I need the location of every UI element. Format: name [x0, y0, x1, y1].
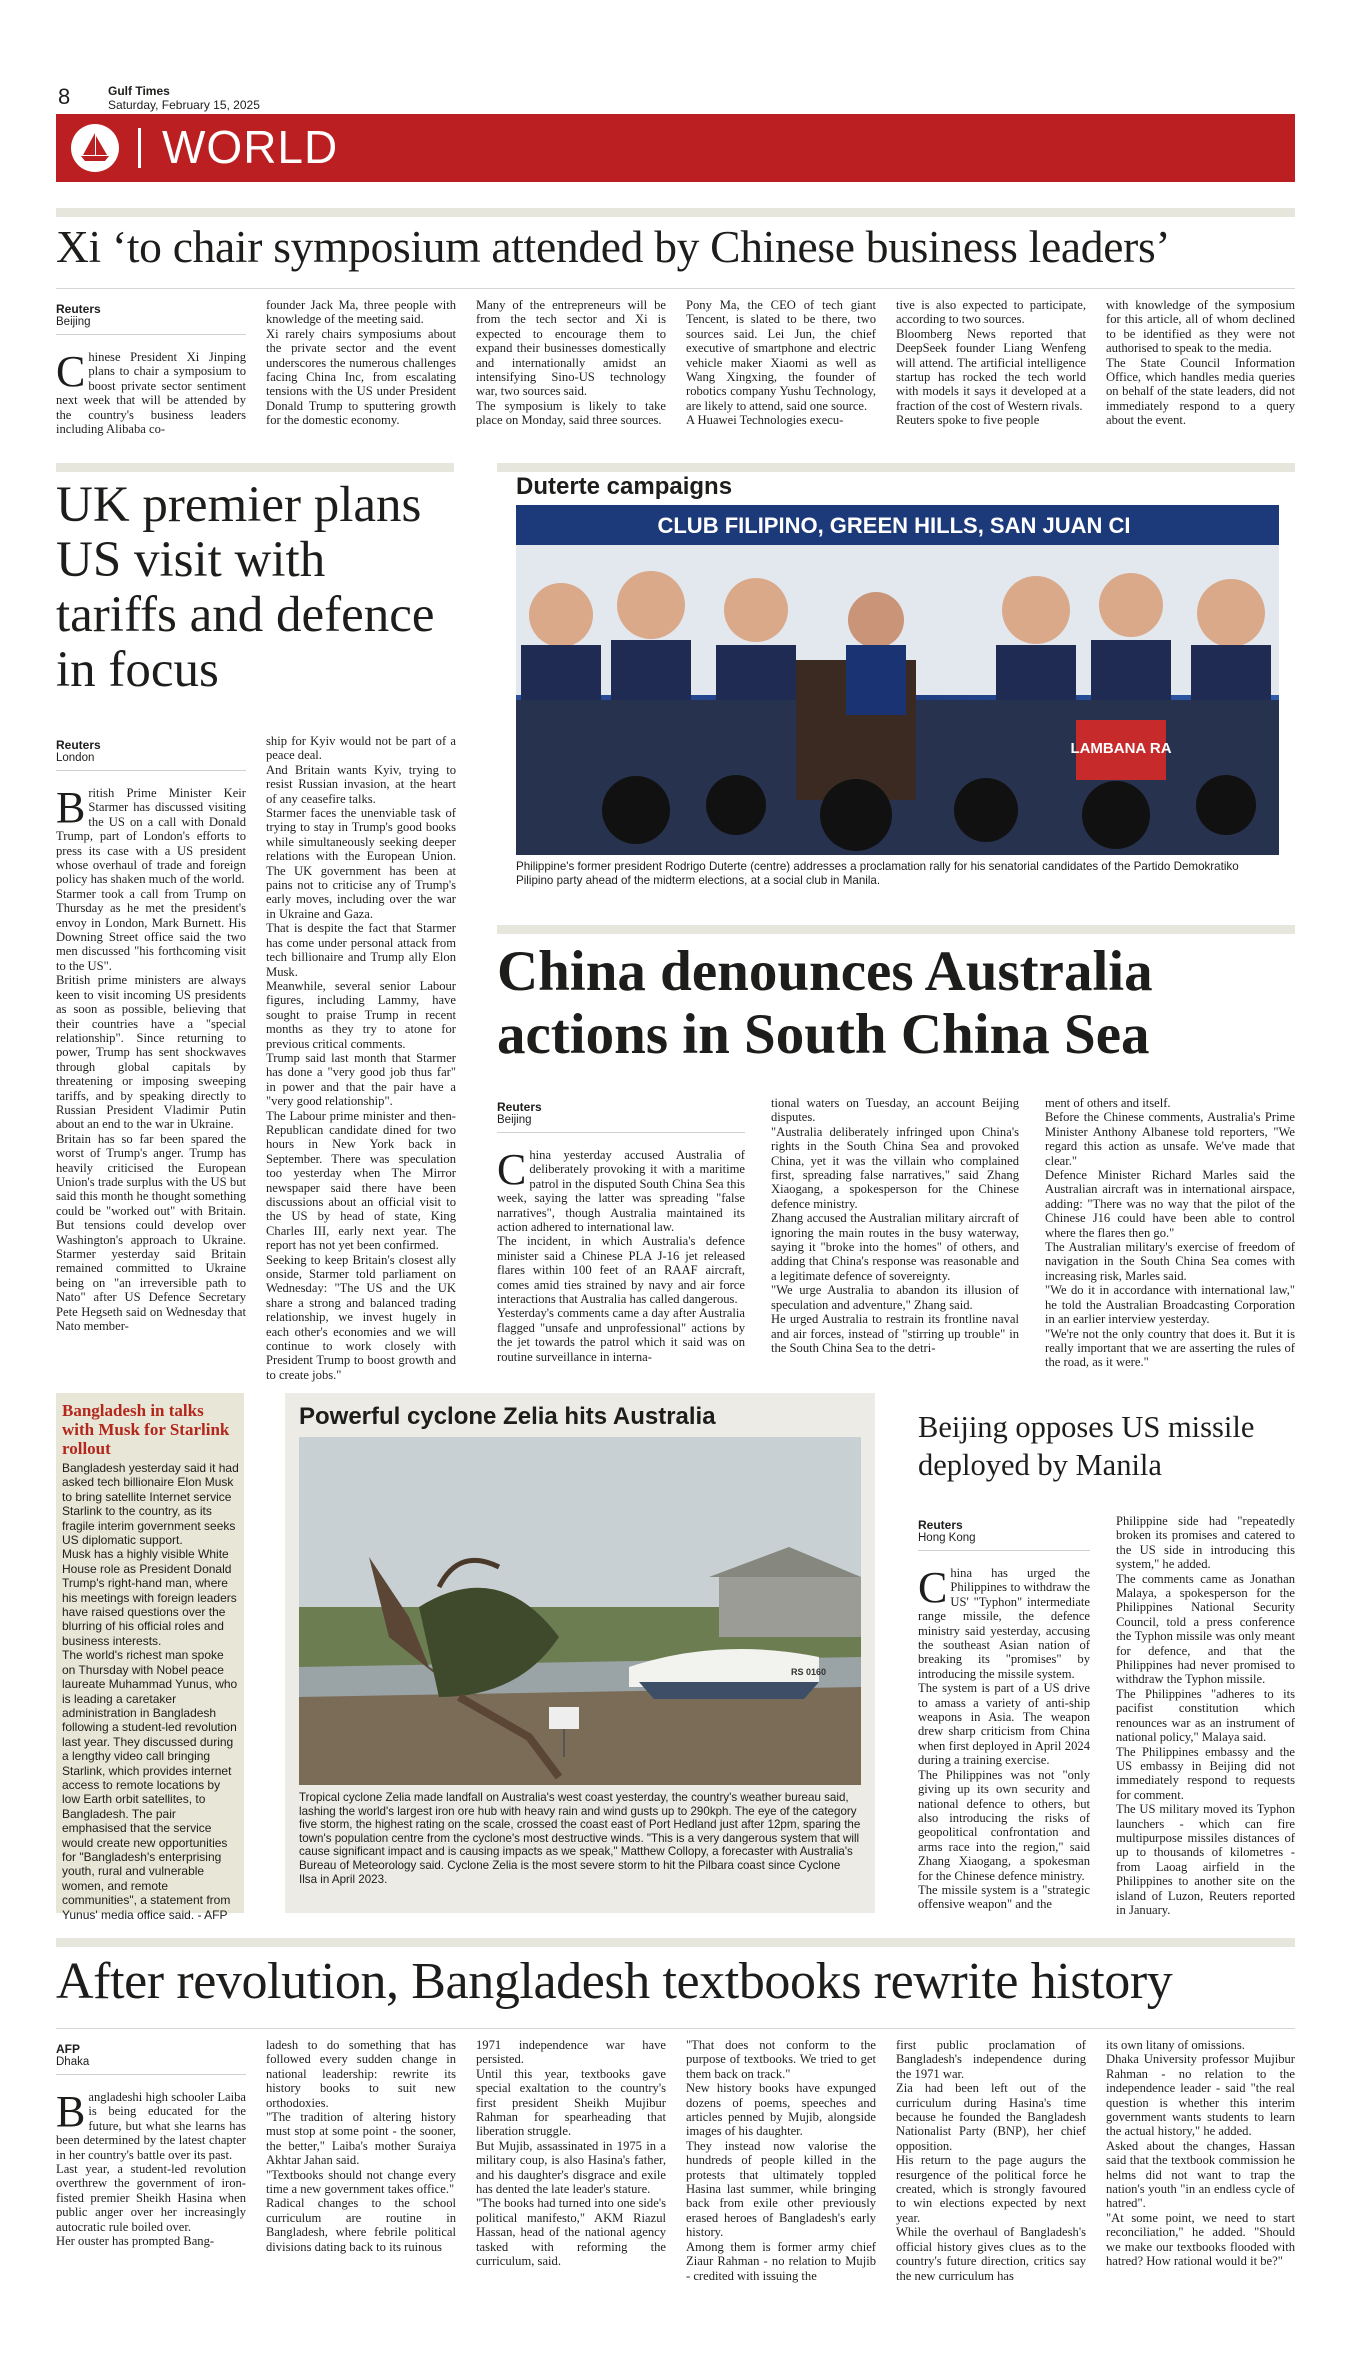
- duterte-banner-text: CLUB FILIPINO, GREEN HILLS, SAN JUAN CI: [657, 513, 1131, 538]
- xi-headline[interactable]: Xi ‘to chair symposium attended by Chinese business leaders’: [56, 221, 1171, 272]
- uk-byline-rule: [56, 770, 246, 771]
- cyclone-title: Powerful cyclone Zelia hits Australia: [299, 1403, 716, 1430]
- bd-dropcap: B: [56, 2087, 86, 2136]
- china-agency: Reuters: [497, 1100, 542, 1114]
- missile-col-1: China has urged the Philippines to withdraw the US' "Typhon" intermediate range missile, the defence ministry said yesterday, accusing the southeast Asian nation of breaking its "promises" by introducing the missile system. The system is part of a US drive to amass a variety of anti-ship weapons in Asia. The weapon drew sharp criticism from China when first deployed in April 2024 during a training exercise. The Philippines was not "only giving up its own security and national defence to others, but also introducing the risks of geopolitical confrontation and arms race into the region," said Zhang Xiaogang, a spokesman for the Chinese defence ministry. The missile system is a "strategic offensive weapon" and the: [918, 1563, 1090, 1912]
- uk-dropcap: B: [56, 783, 86, 832]
- missile-byline-rule: [918, 1550, 1090, 1551]
- china-topbar: [497, 925, 1295, 934]
- section-banner: [56, 114, 1295, 182]
- uk-topbar: [56, 463, 454, 472]
- bd-col-3: 1971 independence war have persisted. Until this year, textbooks gave special exaltation to the country's first president Sheikh Mujibur Rahman for spearheading that liberation struggle. But Mujib, assassinated in 1975 in a military coup, is also Hasina's father, and his daughter's disgrace and exile has dented the late leader's stature. "The books had turned into one side's political manifesto," AKM Riazul Hassan, head of the national agency tasked with reforming the curriculum, said.: [476, 2038, 666, 2269]
- xi-topbar: [56, 208, 1295, 217]
- bd-col-4: "That does not conform to the purpose of textbooks. We tried to get them back on track." New history books have expunged dozens of poems, speeches and articles penned by Mujib, alongside images of his daughter. They instead now valorise the hundreds of people killed in the protests that ultimately toppled Hasina last summer, while bringing back from exile other previously erased heroes of Bangladesh's early history. Among them is former army chief Ziaur Rahman - no relation to Mujib - credited with issuing the: [686, 2038, 876, 2283]
- missile-agency: Reuters: [918, 1518, 963, 1532]
- uk-col-2: ship for Kyiv would not be part of a peace deal. And Britain wants Kyiv, trying to resist Russian invasion, at the heart of any ceasefire talks. Starmer faces the unenviable task of trying to stay in Trump's good books while simultaneously seeking deeper relations with the European Union. The UK government has been at pains not to criticise any of Trump's early moves, including over the war in Ukraine and Gaza. That is despite the fact that Starmer has come under personal attack from tech billionaire and Trump ally Elon Musk. Meanwhile, several senior Labour figures, including Lammy, have sought to praise Trump in recent months as they try to atone for previous critical comments. Trump said last month that Starmer has done a "very good job thus far" in power and that the pair have a "very good relationship". The Labour prime minister and then-Republican candidate dined for two hours in New York back in September. There was speculation too yesterday when The Mirror newspaper said there have been discussions about an official visit to the US by head of state, King Charles III, early next year. The report has not yet been confirmed. Seeking to keep Britain's closest ally onside, Starmer told parliament on Wednesday: "The US and the UK share a strong and balanced trading relationship, we invest hugely in each other's economies and we will continue to work closely with President Trump to boost growth and to create jobs.": [266, 734, 456, 1382]
- musk-headline[interactable]: Bangladesh in talks with Musk for Starlink rollout: [62, 1401, 230, 1458]
- cyclone-caption: Tropical cyclone Zelia made landfall on Australia's west coast yesterday, the country's weather bureau said, lashing the world's largest iron ore hub with heavy rain and wind gusts up to 290kph. The eye of the category five storm, the highest rating on the scale, crossed the coast east of Port Hedland just after 12pm, sparing the town's population centre from the cyclone's most destructive winds. "This is a very dangerous system that will cause significant impact and is causing impacts as we speak," Matthew Collopy, a forecaster with Australia's Bureau of Meteorology said. Cyclone Zelia is the most severe storm to hit the Pilbara coast since Cyclone Ilsa in April 2023.: [299, 1791, 861, 1886]
- xi-agency: Reuters: [56, 302, 101, 316]
- duterte-topbar: [497, 463, 1295, 472]
- xi-col-1: Chinese President Xi Jinping plans to chair a symposium to boost private sector sentiment next week that will be attended by the country's business leaders including Alibaba co-: [56, 347, 246, 437]
- xi-col-2: founder Jack Ma, three people with knowledge of the meeting said. Xi rarely chairs symposiums about the private sector and the event underscores the numerous challenges facing China Inc, from escalating tensions with the US under President Donald Trump to sputtering growth for the domestic economy.: [266, 298, 456, 428]
- duterte-title: Duterte campaigns: [516, 473, 733, 500]
- missile-dropcap: C: [918, 1563, 948, 1612]
- xi-col-4: Pony Ma, the CEO of tech giant Tencent, is slated to be there, two sources said. Lei Jun, the chief executive of smartphone and electric vehicle maker Xiaomi as well as Wang Xingxing, the founder of robotics company Yushu Technology, are likely to attend, said one source. A Huawei Technologies execu-: [686, 298, 876, 428]
- uk-col-1: British Prime Minister Keir Starmer has discussed visiting the US on a call with Donald Trump, part of London's efforts to press its case with a US president whose overhaul of trade and foreign policy has shaken much of the world. Starmer took a call from Trump on Thursday as he met the president's envoy in London, Mark Burnett. His Downing Street office said the two men discussed "his forthcoming visit to the US". British prime ministers are always keen to visit incoming US presidents as soon as possible, believing that their countries have a "special relationship". Since returning to power, Trump has sent shockwaves through global capitals by threatening or imposing sweeping tariffs, and by speaking directly to Russian President Vladimir Putin about an end to the war in Ukraine. Britain has so far been spared the worst of Trump's anger. Trump has heavily criticised the European Union's trade surplus with the US but said this month he thought something could be "worked out" with Britain. But tensions could develop over Washington's approach to Ukraine. Starmer yesterday said Britain remained committed to Ukraine being on "an irreversible path to Nato" after US Defence Secretary Pete Hegseth said on Wednesday that Nato member-: [56, 783, 246, 1334]
- bd-rule: [56, 2028, 1295, 2029]
- xi-col-3: Many of the entrepreneurs will be from the tech sector and Xi is expected to encourage them to expand their businesses domestically and internationally amidst an intensifying Sino-US technology war, two sources said. The symposium is likely to take place on Monday, said three sources.: [476, 298, 666, 428]
- banner-divider: [138, 128, 141, 168]
- missile-col-2: Philippine side had "repeatedly broken its promises and catered to the US side in introducing this system," he added. The comments came as Jonathan Malaya, a spokesperson for the Philippines National Security Council, told a press conference the Typhon missile was only meant for defence, and that the Philippines had never promised to withdraw the Typhon missile. The Philippines "adheres to its pacifist constitution which renounces war as an instrument of national policy," Malaya said. The Philippines embassy and the US embassy in Beijing did not immediately respond to requests for comment. The US military moved its Typhon launchers - which can fire multipurpose missiles distances of up to thousands of kilometres - from Laoag airfield in the Philippines to another site on the island of Luzon, Reuters reported in January.: [1116, 1514, 1295, 1917]
- xi-byline-rule: [56, 334, 246, 335]
- cyclone-boat-text: RS 0160: [791, 1667, 827, 1677]
- bd-location: Dhaka: [56, 2056, 90, 2068]
- xi-col-6: with knowledge of the symposium for this article, all of whom declined to be identified as they were not authorised to speak to the media. The State Council Information Office, which handles media queries on behalf of the state leaders, did not immediately respond to a query about the event.: [1106, 298, 1295, 428]
- duterte-photo: [516, 505, 1279, 855]
- dhow-logo-icon: [71, 124, 119, 172]
- cyclone-photo: [299, 1437, 861, 1785]
- newspaper-name: Gulf Times: [108, 84, 170, 98]
- cyclone-box: [285, 1393, 875, 1913]
- bd-byline-rule: [56, 2074, 246, 2075]
- china-headline[interactable]: China denounces Australia actions in South China Sea: [497, 940, 1153, 1066]
- china-col-3: ment of others and itself. Before the Chinese comments, Australia's Prime Minister Anthony Albanese told reporters, "We regard this action as unsafe. We've made that clear." Defence Minister Richard Marles said the Australian aircraft was in international airspace, adding: "There was no way that the pilot of the Chinese J16 could have been able to control where the flares then go." The Australian military's exercise of freedom of navigation in the South China Sea comes with increasing risk, Marles said. "We do it in accordance with international law," he told the Australian Broadcasting Corporation in an earlier interview yesterday. "We're not the only country that does it. But it is really important that we are asserting the rules of the road, as it were.": [1045, 1096, 1295, 1370]
- china-col-2: tional waters on Tuesday, an account Beijing disputes. "Australia deliberately infringed upon China's rights in the South China Sea and provoked China, yet it was the villain who complained first, spreading false narratives," said Zhang Xiaogang, a spokesperson for the Chinese defence ministry. Zhang accused the Australian military aircraft of ignoring the main routes in the busy waterway, saying it "broke into the homes" of others, and adding that China's response was reasonable and a legitimate defence of sovereignty. "We urge Australia to abandon its illusion of speculation and adventure," Zhang said. He urged Australia to restrain its frontline naval and air forces, instead of "stirring up trouble" in the South China Sea to the detri-: [771, 1096, 1019, 1355]
- xi-dropcap: C: [56, 347, 86, 396]
- xi-location: Beijing: [56, 316, 91, 328]
- xi-rule: [56, 288, 1295, 289]
- xi-col-5: tive is also expected to participate, according to two sources. Bloomberg News reported that DeepSeek founder Liang Wenfeng will attend. The artificial intelligence startup has rocked the tech world with models it says it developed at a fraction of the cost of Western rivals. Reuters spoke to five people: [896, 298, 1086, 428]
- bd-col-6: its own litany of omissions. Dhaka University professor Mujibur Rahman - no relation to the independence leader - said "the real question is whether this interim government wants students to learn the actual history," he added. Asked about the changes, Hassan said that the textbook commission he helms did not want to trap the nation's youth "in an endless cycle of hatred". "At some point, we need to start reconciliation," he added. "Should we make our textbooks flooded with hatred? How rational would it be?": [1106, 2038, 1295, 2269]
- bd-agency: AFP: [56, 2042, 80, 2056]
- china-byline-rule: [497, 1132, 745, 1133]
- bd-topbar: [56, 1938, 1295, 1947]
- china-col-1: China yesterday accused Australia of deliberately provoking it with a maritime patrol in the disputed South China Sea this week, saying the latter was spreading "false narratives", though Australia maintained its action adhered to international law. The incident, in which Australia's defence minister said a Chinese PLA J-16 jet released flares within 100 feet of an RAAF aircraft, comes amid ties strained by navy and air force interactions that Australia has called dangerous. Yesterday's comments came a day after Australia flagged "unsafe and unprofessional" actions by the jet towards the patrol which it said was on routine surveillance in interna-: [497, 1145, 745, 1364]
- duterte-podium-text: LAMBANA RA: [1070, 740, 1172, 757]
- uk-agency: Reuters: [56, 738, 101, 752]
- china-location: Beijing: [497, 1114, 532, 1126]
- missile-location: Hong Kong: [918, 1532, 976, 1544]
- bd-col-5: first public proclamation of Bangladesh's independence during the 1971 war. Zia had been left out of the curriculum during Hasina's time because he founded the Bangladesh Nationalist Party (BNP), her chief opposition. His return to the page augurs the resurgence of the political force he created, which is strongly favoured to win elections expected by next year. While the overhaul of Bangladesh's official history gives clues as to the country's future direction, critics say the new curriculum has: [896, 2038, 1086, 2283]
- issue-date: Saturday, February 15, 2025: [108, 98, 260, 112]
- duterte-caption: Philippine's former president Rodrigo Duterte (centre) addresses a proclamation rally for his senatorial candidates of the Partido Demokratiko Pilipino party ahead of the midterm elections, at a social club in Manila.: [516, 860, 1239, 887]
- page-number: 8: [58, 84, 71, 109]
- missile-headline[interactable]: Beijing opposes US missile deployed by Manila: [918, 1410, 1255, 1482]
- bd-col-2: ladesh to do something that has followed every sudden change in national leadership: rewrite its history books to suit new orthodoxies. "The tradition of altering history must stop at some point - the sooner, the better," Laiba's mother Suraiya Akhtar Jahan said. "Textbooks should not change every time a new government takes office." Radical changes to the school curriculum are routine in Bangladesh, where febrile political divisions dating back to its ruinous: [266, 2038, 456, 2254]
- musk-box: [56, 1393, 244, 1922]
- section-title: WORLD: [162, 121, 339, 173]
- uk-headline[interactable]: UK premier plans US visit with tariffs and defence in focus: [56, 477, 435, 698]
- bd-col-1: Bangladeshi high schooler Laiba is being educated for the future, but what she learns has been determined by the latest chapter in her country's battle over its past. Last year, a student-led revolution overthrew the government of iron-fisted premier Sheikh Hasina when public anger over her increasingly autocratic rule boiled over. Her ouster has prompted Bang-: [56, 2087, 246, 2249]
- china-dropcap: C: [497, 1145, 527, 1194]
- bd-headline[interactable]: After revolution, Bangladesh textbooks rewrite history: [56, 1953, 1173, 2010]
- musk-body: Bangladesh yesterday said it had asked tech billionaire Elon Musk to bring satellite Internet service Starlink to the country, as its fragile interim government seeks US diplomatic support. Musk has a highly visible White House role as President Donald Trump's right-hand man, where his meetings with foreign leaders have raised questions over the blurring of his official roles and business interests. The world's richest man spoke on Thursday with Nobel peace laureate Muhammad Yunus, who is leading a caretaker administration in Bangladesh following a student-led revolution last year. They discussed during a lengthy video call bringing Starlink, which provides internet access to remote locations by low Earth orbit satellites, to Bangladesh. The pair emphasised that the service would create new opportunities for "Bangladesh's enterprising youth, rural and vulnerable women, and remote communities", a statement from Yunus' media office said. - AFP: [62, 1461, 239, 1922]
- uk-location: London: [56, 752, 95, 764]
